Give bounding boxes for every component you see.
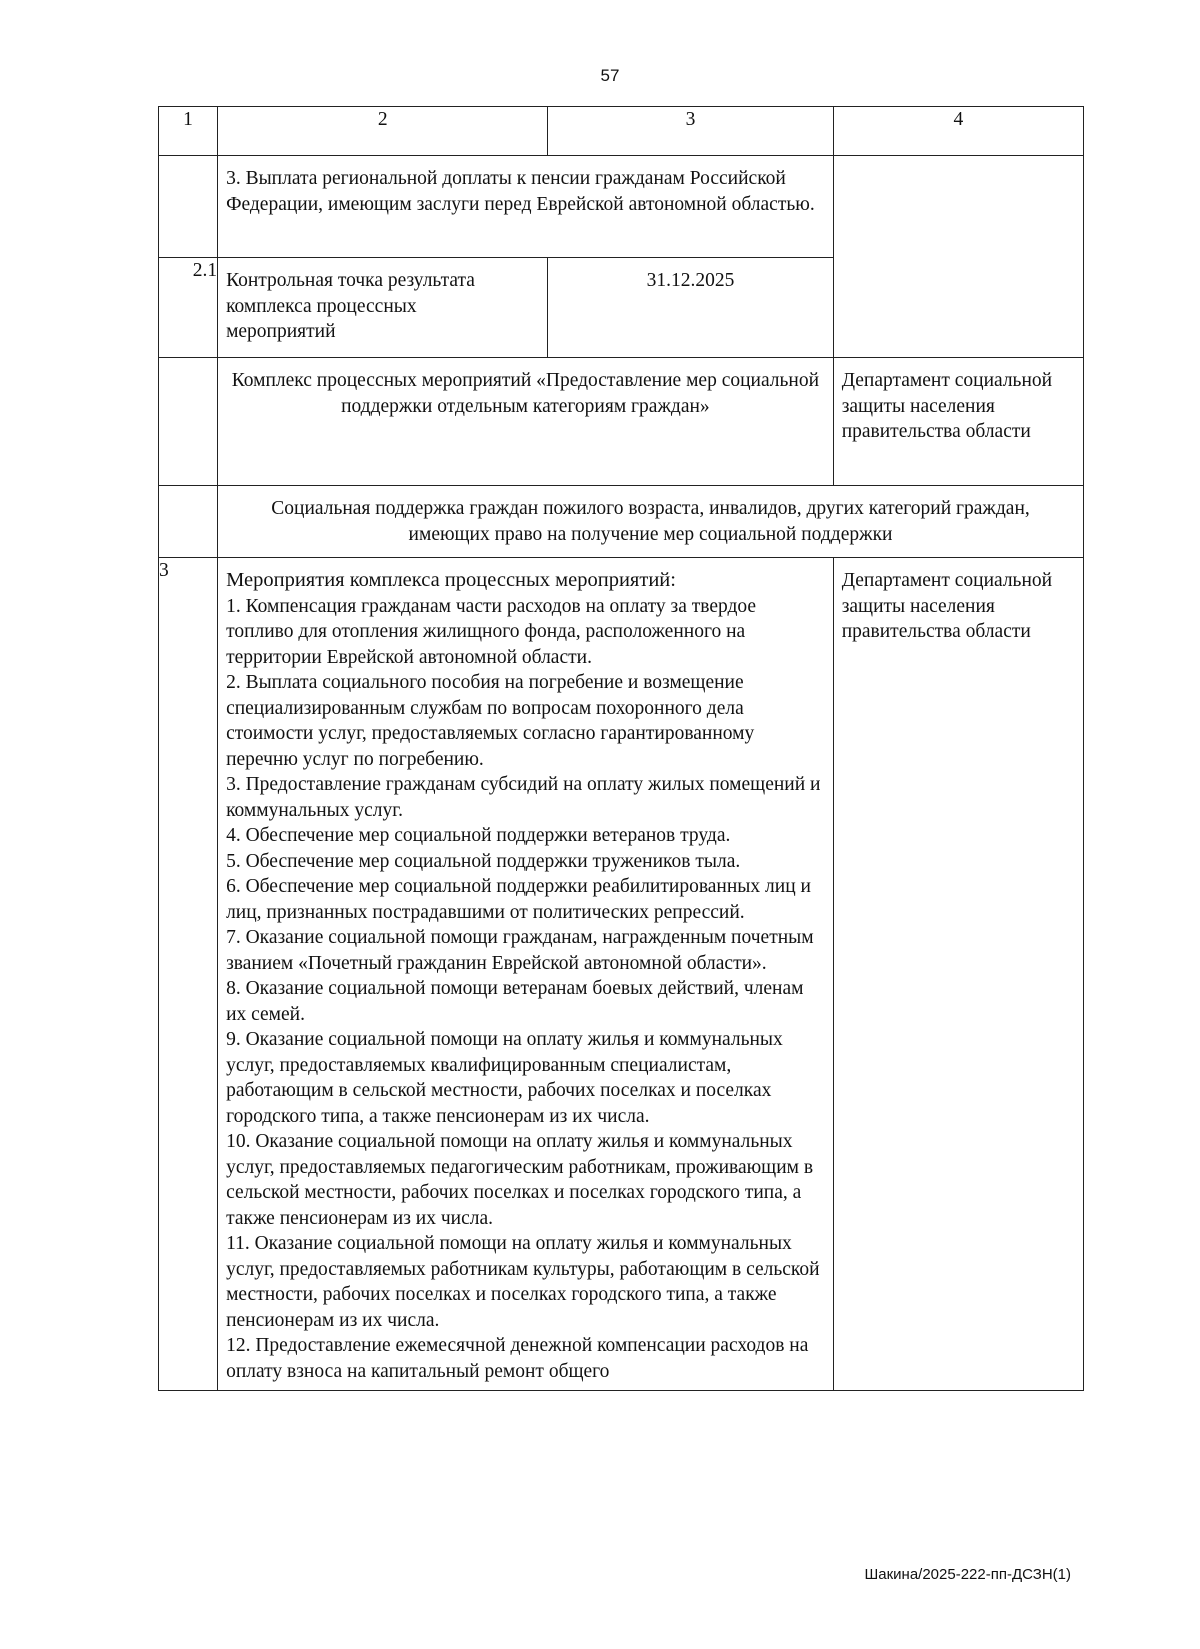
- list-item: 9. Оказание социальной помощи на оплату жилья и коммунальных услуг, предоставляемых квалифицированным специалистам, работающим в сельской местности, рабочих поселках и поселках городского типа, а также пенсионерам из их числа.: [226, 1029, 783, 1127]
- intro-text: 3. Выплата региональной доплаты к пенсии гражданам Российской Федерации, имеющим заслуги перед Еврейской автономной областью.: [226, 168, 815, 215]
- list-item: 6. Обеспечение мер социальной поддержки реабилитированных лиц и лиц, признанных пострадавшими от политических репрессий.: [226, 876, 811, 923]
- checkpoint-name: Контрольная точка результата комплекса процессных мероприятий: [226, 270, 475, 342]
- measures-heading: Мероприятия комплекса процессных мероприятий:: [226, 569, 676, 591]
- header-cell: 4: [833, 107, 1083, 156]
- list-item: 4. Обеспечение мер социальной поддержки ветеранов труда.: [226, 825, 731, 846]
- table-row: [159, 558, 1084, 1391]
- table-row: [159, 486, 1084, 558]
- page-number: 57: [600, 66, 620, 85]
- table-row: [159, 358, 1084, 486]
- header-cell: 3: [548, 107, 833, 156]
- list-item: 8. Оказание социальной помощи ветеранам боевых действий, членам их семей.: [226, 978, 804, 1025]
- header-cell: 2: [218, 107, 548, 156]
- section-title: Социальная поддержка граждан пожилого возраста, инвалидов, других категорий граждан, имеющих право на получение мер социальной поддержки: [271, 498, 1030, 545]
- table-row: [159, 156, 1084, 258]
- list-item: 2. Выплата социального пособия на погребение и возмещение специализированным службам по вопросам похоронного дела стоимости услуг, предоставляемых согласно гарантированному перечню услуг по погребению.: [226, 672, 755, 770]
- table-header-row: [159, 107, 1084, 156]
- checkpoint-date: 31.12.2025: [646, 270, 735, 291]
- document-footer-code: Шакина/2025-222-пп-ДСЗН(1): [864, 1566, 1071, 1583]
- list-item: 7. Оказание социальной помощи гражданам, награжденным почетным званием «Почетный гражданин Еврейской автономной области».: [226, 927, 814, 974]
- list-item: 11. Оказание социальной помощи на оплату жилья и коммунальных услуг, предоставляемых работникам культуры, работающим в сельской местности, рабочих поселках и поселках городского типа, а также пенсионерам из их числа.: [226, 1233, 820, 1331]
- program-table: [158, 106, 1084, 1391]
- row-number: 3: [159, 558, 218, 1391]
- list-item: 12. Предоставление ежемесячной денежной компенсации расходов на оплату взноса на капитальный ремонт общего: [226, 1335, 809, 1382]
- list-item: 5. Обеспечение мер социальной поддержки тружеников тыла.: [226, 850, 741, 872]
- row-number: 2.1: [159, 258, 218, 358]
- responsible-department: Департамент социальной защиты населения правительства области: [841, 570, 1053, 642]
- list-item: 10. Оказание социальной помощи на оплату жилья и коммунальных услуг, предоставляемых педагогическим работникам, проживающим в сельской местности, рабочих поселках и поселках городского типа, а также пенсионерам из их числа.: [226, 1131, 814, 1229]
- header-cell: 1: [159, 107, 218, 156]
- list-item: 1. Компенсация гражданам части расходов на оплату за твердое топливо для отопления жилищного фонда, расположенного на территории Еврейской автономной области.: [226, 595, 757, 668]
- responsible-department: Департамент социальной защиты населения правительства области: [841, 370, 1053, 442]
- complex-title: Комплекс процессных мероприятий «Предоставление мер социальной поддержки отдельным категориям граждан»: [231, 370, 820, 417]
- list-item: 3. Предоставление гражданам субсидий на оплату жилых помещений и коммунальных услуг.: [226, 774, 821, 821]
- measures-list: [218, 558, 833, 1390]
